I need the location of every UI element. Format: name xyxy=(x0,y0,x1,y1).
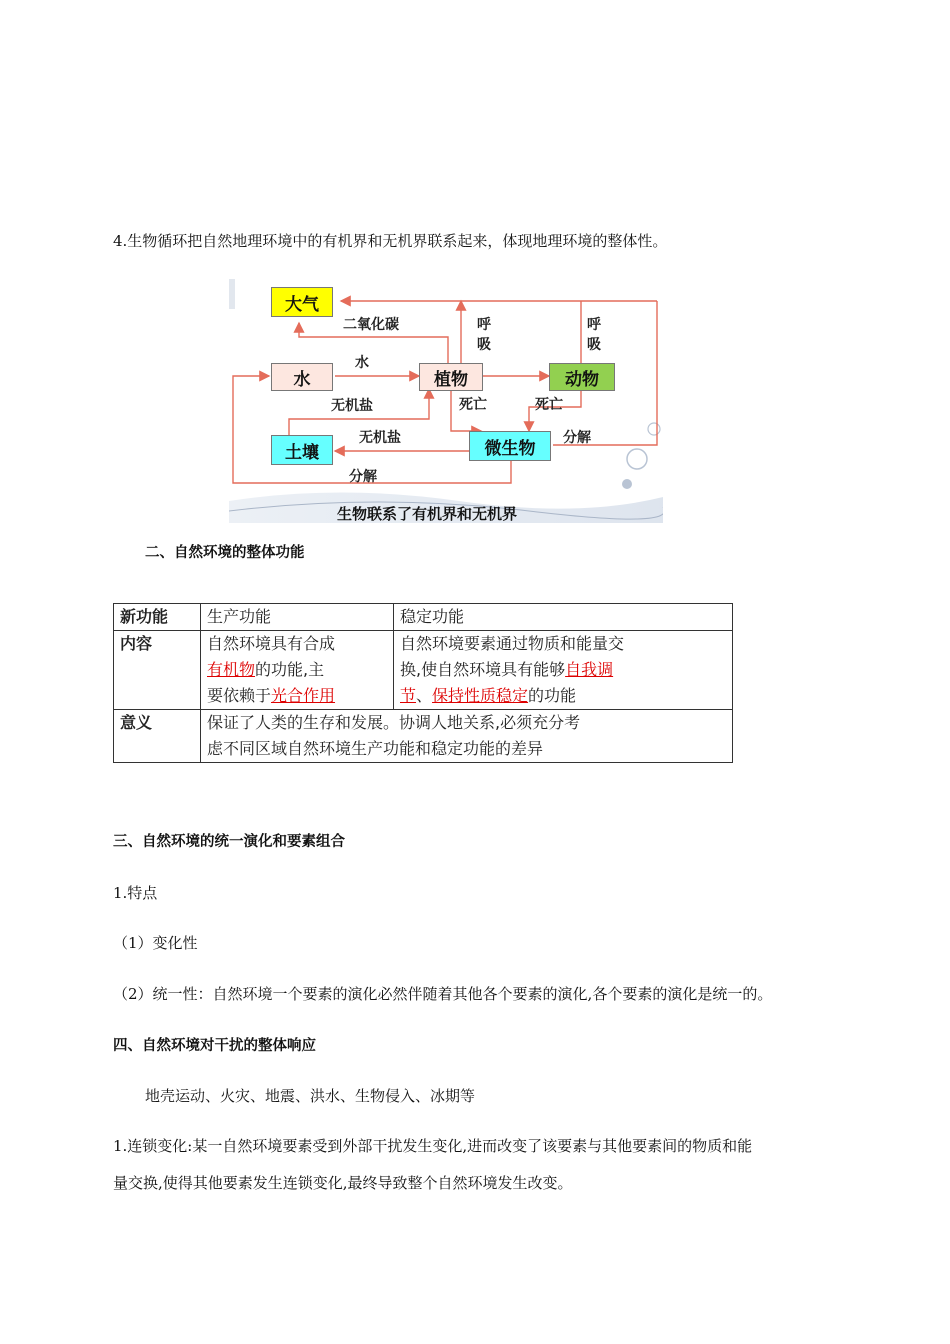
label-decompose-bottom: 分解 xyxy=(349,469,377,485)
label-death-animal: 死亡 xyxy=(535,397,563,413)
text: 要依赖于 xyxy=(207,686,272,705)
table-row xyxy=(114,631,733,710)
row-label-content: 内容 xyxy=(114,631,201,710)
row-label-meaning: 意义 xyxy=(114,710,201,763)
label-respiration-animal: 呼吸 xyxy=(587,317,601,353)
text: 自然环境要素通过物质和能量交 xyxy=(400,634,625,653)
paragraph-4: 4.生物循环把自然地理环境中的有机界和无机界联系起来，体现地理环境的整体性。 xyxy=(113,232,668,250)
label-respiration-plant: 呼吸 xyxy=(477,317,491,353)
features-title: 1.特点 xyxy=(113,884,158,902)
label-decompose-right: 分解 xyxy=(563,430,591,446)
box-water: 水 xyxy=(271,363,333,391)
label-water-arrow: 水 xyxy=(355,355,369,371)
highlight-self-regulation-cont: 节 xyxy=(400,686,417,705)
diagram-caption: 生物联系了有机界和无机界 xyxy=(337,505,518,523)
text: 虑不同区域自然环境生产功能和稳定功能的差异 xyxy=(207,739,544,758)
cell-meaning xyxy=(201,710,733,763)
table-row xyxy=(114,710,733,763)
feature-2: （2）统一性：自然环境一个要素的演化必然伴随着其他各个要素的演化,各个要素的演化是统一的。 xyxy=(113,985,773,1003)
box-animal: 动物 xyxy=(549,363,615,391)
label-salt-2: 无机盐 xyxy=(359,430,401,446)
text: 保证了人类的生存和发展。协调人地关系,必须充分考 xyxy=(207,713,581,732)
highlight-stability: 保持性质稳定 xyxy=(432,686,529,705)
highlight-photosynthesis: 光合作用 xyxy=(271,686,336,705)
section-3-heading: 三、自然环境的统一演化和要素组合 xyxy=(113,834,345,850)
highlight-organic: 有机物 xyxy=(207,660,256,679)
feature-1: （1）变化性 xyxy=(113,934,198,952)
disturbances-list: 地壳运动、火灾、地震、洪水、生物侵入、冰期等 xyxy=(145,1087,476,1105)
cell-stability-content xyxy=(394,631,733,710)
text: 、 xyxy=(416,686,433,705)
section-4-heading: 四、自然环境对干扰的整体响应 xyxy=(113,1038,316,1054)
table-header-cell: 稳定功能 xyxy=(394,604,733,631)
box-soil: 土壤 xyxy=(271,435,333,465)
box-atmosphere: 大气 xyxy=(271,287,333,317)
highlight-self-regulation: 自我调 xyxy=(565,660,614,679)
text: 换,使自然环境具有能够 xyxy=(400,660,566,679)
chain-reaction-line-2: 量交换,使得其他要素发生连锁变化,最终导致整个自然环境发生改变。 xyxy=(113,1174,573,1192)
box-microbe: 微生物 xyxy=(469,431,551,461)
chain-reaction-line-1: 1.连锁变化:某一自然环境要素受到外部干扰发生变化,进而改变了该要素与其他要素间的物质和能 xyxy=(113,1137,753,1155)
text: 自然环境具有合成 xyxy=(207,634,336,653)
function-table xyxy=(113,603,733,763)
text: 的功能,主 xyxy=(255,660,325,679)
section-2-heading: 二、自然环境的整体功能 xyxy=(145,545,305,561)
box-plant: 植物 xyxy=(419,363,483,391)
table-header-cell: 新功能 xyxy=(114,604,201,631)
label-salt-1: 无机盐 xyxy=(331,398,373,414)
biological-cycle-diagram xyxy=(229,279,663,523)
label-death-plant: 死亡 xyxy=(459,397,487,413)
label-co2: 二氧化碳 xyxy=(343,317,399,333)
text: 的功能 xyxy=(528,686,577,705)
table-header-cell: 生产功能 xyxy=(201,604,394,631)
cell-production-content xyxy=(201,631,394,710)
table-row xyxy=(114,604,733,631)
